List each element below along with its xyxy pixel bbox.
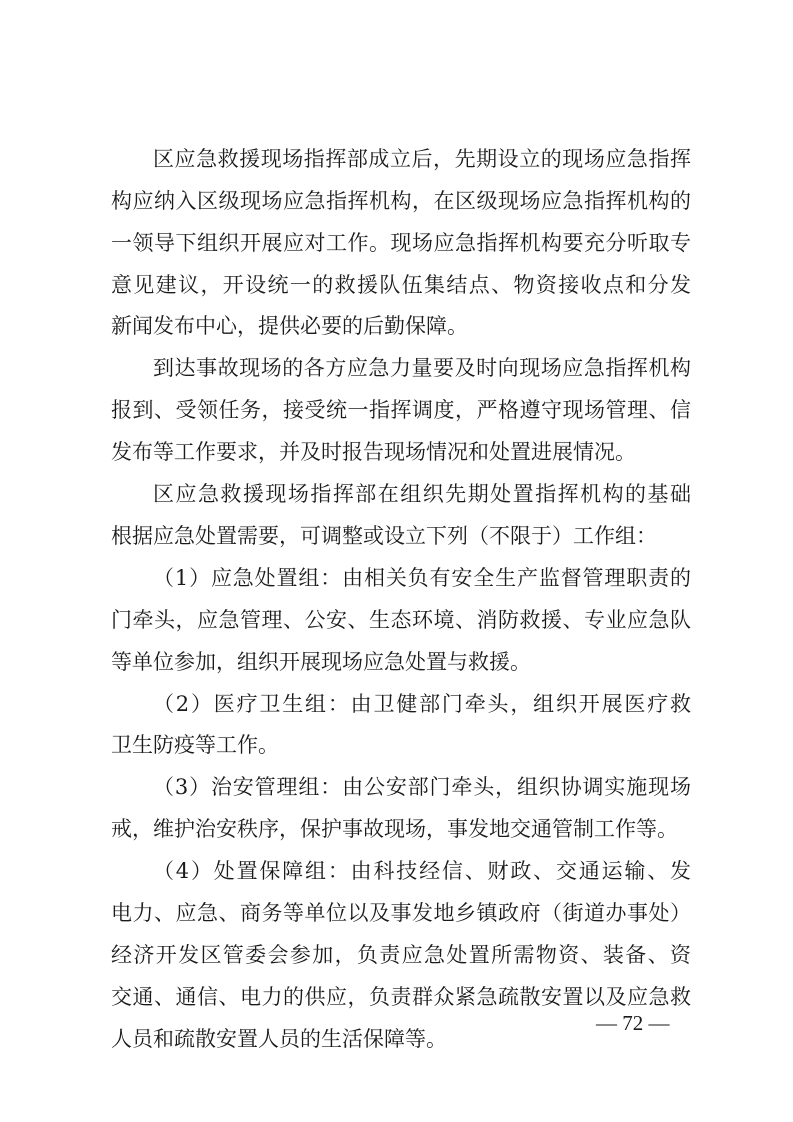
paragraph-line: 报到、受领任务，接受统一指挥调度，严格遵守现场管理、信 <box>111 398 691 422</box>
paragraph-line: 构应纳入区级现场应急指挥机构，在区级现场应急指挥机构的 <box>111 189 691 213</box>
list-item-line: 人员和疏散安置人员的生活保障等。 <box>111 1027 447 1051</box>
paragraph-line: 区应急救援现场指挥部成立后，先期设立的现场应急指挥 <box>153 147 691 171</box>
list-item-line: 戒，维护治安秩序，保护事故现场，事发地交通管制工作等。 <box>111 817 678 841</box>
paragraph-line: 区应急救援现场指挥部在组织先期处置指挥机构的基础 <box>153 482 691 506</box>
paragraph-line: 发布等工作要求，并及时报告现场情况和处置进展情况。 <box>111 440 636 464</box>
paragraph-line: 到达事故现场的各方应急力量要及时向现场应急指挥机构 <box>153 356 691 380</box>
list-item-line: 卫生防疫等工作。 <box>111 733 279 757</box>
list-item-line: 经济开发区管委会参加，负责应急处置所需物资、装备、资 <box>111 943 691 967</box>
list-item-line: （3）治安管理组：由公安部门牵头，组织协调实施现场 <box>153 775 691 799</box>
page-number: — 72 — <box>596 1011 670 1035</box>
list-item-line: （1）应急处置组：由相关负有安全生产监督管理职责的 <box>153 566 691 590</box>
list-item-line: （4）处置保障组：由科技经信、财政、交通运输、发 <box>153 859 691 883</box>
list-item-line: 等单位参加，组织开展现场应急处置与救援。 <box>111 650 531 674</box>
list-item-line: 门牵头，应急管理、公安、生态环境、消防救援、专业应急队 <box>111 608 691 632</box>
list-item-line: 交通、通信、电力的供应，负责群众紧急疏散安置以及应急救 <box>111 985 691 1009</box>
paragraph-line: 意见建议，开设统一的救援队伍集结点、物资接收点和分发 <box>111 273 691 297</box>
list-item-line: （2）医疗卫生组：由卫健部门牵头，组织开展医疗救 <box>153 692 691 716</box>
paragraph-line: 根据应急处置需要，可调整或设立下列（不限于）工作组： <box>111 524 657 548</box>
list-item-line: 电力、应急、商务等单位以及事发地乡镇政府（街道办事处） <box>111 901 691 925</box>
paragraph-line: 一领导下组织开展应对工作。现场应急指挥机构要充分听取专 <box>111 231 691 255</box>
paragraph-line: 新闻发布中心，提供必要的后勤保障。 <box>111 314 468 338</box>
